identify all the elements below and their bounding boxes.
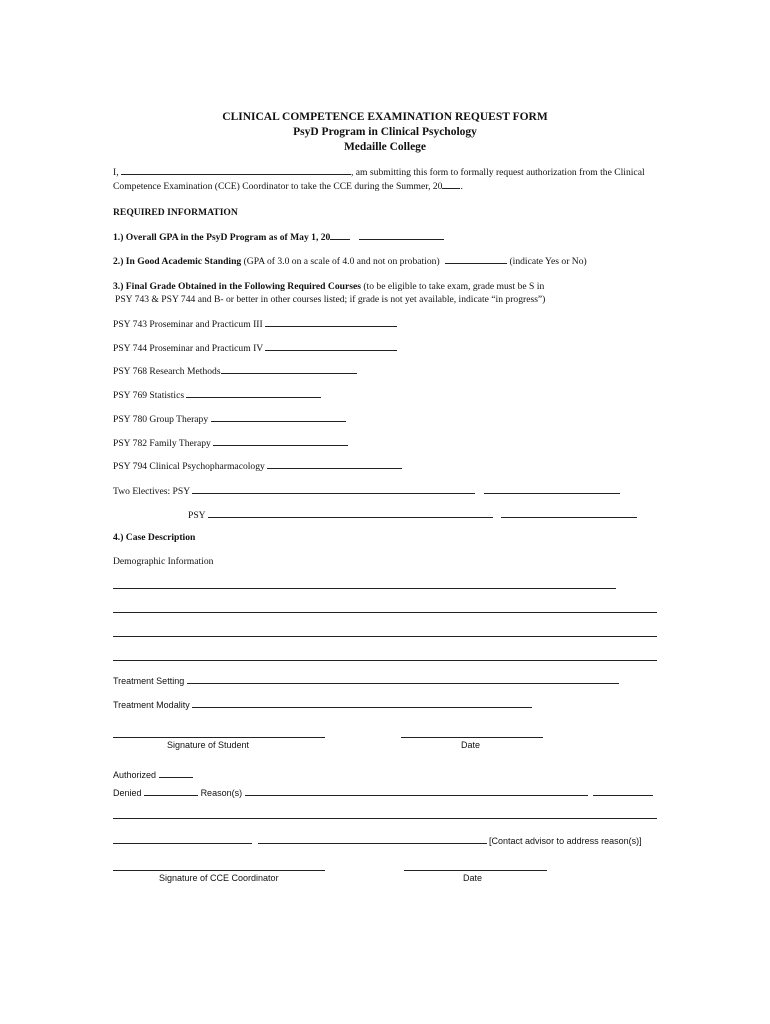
- demographic-line[interactable]: [113, 660, 657, 661]
- grades-row-2: PSY 743 & PSY 744 and B- or better in other courses listed; if grade is not yet available, indicate “in progress”): [115, 294, 546, 305]
- course-row: PSY 794 Clinical Psychopharmacology: [113, 459, 402, 473]
- intro-line-1: I, , am submitting this form to formally request authorization from the Clinical: [113, 167, 645, 178]
- reasons-blank[interactable]: [245, 786, 588, 796]
- college-name: Medaille College: [343, 141, 427, 153]
- program-name: PsyD Program in Clinical Psychology: [293, 126, 477, 138]
- course-row: PSY 744 Proseminar and Practicum IV: [113, 341, 397, 355]
- course-row: PSY 780 Group Therapy: [113, 412, 346, 426]
- treatment-modality-blank[interactable]: [192, 698, 532, 708]
- demographic-line[interactable]: [113, 636, 657, 637]
- course-row: PSY 782 Family Therapy: [113, 436, 348, 450]
- intro-line-2: Competence Examination (CCE) Coordinator to take the CCE during the Summer, 20 .: [113, 181, 463, 192]
- student-name-blank[interactable]: [121, 165, 351, 175]
- year-blank[interactable]: [442, 179, 460, 189]
- denied-blank[interactable]: [144, 786, 198, 796]
- standing-row: 2.) In Good Academic Standing (GPA of 3.0 on a scale of 4.0 and not on probation) (indicate Yes or No): [113, 256, 587, 267]
- elective-course-blank[interactable]: [208, 508, 493, 518]
- student-date-label: Date: [461, 740, 481, 750]
- form-title: CLINICAL COMPETENCE EXAMINATION REQUEST FORM: [222, 111, 548, 123]
- demographic-label: Demographic Information: [113, 556, 214, 567]
- demographic-line[interactable]: [113, 612, 657, 613]
- treatment-modality-row: Treatment Modality: [113, 698, 532, 712]
- reasons-blank-3[interactable]: [113, 834, 252, 844]
- grade-blank[interactable]: [211, 412, 346, 422]
- treatment-setting-blank[interactable]: [187, 674, 619, 684]
- student-signature-line[interactable]: [113, 737, 325, 738]
- grade-blank[interactable]: [221, 364, 357, 374]
- denied-row: Denied Reason(s): [113, 786, 653, 800]
- reasons-blank-2[interactable]: [593, 786, 653, 796]
- electives-row-2: PSY: [188, 508, 637, 522]
- gpa-row: 1.) Overall GPA in the PsyD Program as of May 1, 20: [113, 230, 444, 244]
- grades-row-1: 3.) Final Grade Obtained in the Following Required Courses (to be eligible to take exam, grade must be S in: [113, 281, 545, 292]
- student-date-line[interactable]: [401, 737, 543, 738]
- grade-blank[interactable]: [265, 317, 397, 327]
- grade-blank[interactable]: [265, 341, 397, 351]
- required-heading: REQUIRED INFORMATION: [113, 207, 238, 218]
- grade-blank[interactable]: [186, 388, 321, 398]
- treatment-setting-row: Treatment Setting: [113, 674, 619, 688]
- contact-row: [Contact advisor to address reason(s)]: [113, 834, 642, 848]
- electives-row-1: Two Electives: PSY: [113, 484, 620, 498]
- elective-grade-blank[interactable]: [501, 508, 637, 518]
- gpa-blank[interactable]: [359, 230, 444, 240]
- student-signature-label: Signature of Student: [167, 740, 250, 750]
- coordinator-signature-line[interactable]: [113, 870, 325, 871]
- demographic-line[interactable]: [113, 588, 616, 589]
- coordinator-date-label: Date: [463, 873, 483, 883]
- reasons-line[interactable]: [113, 818, 657, 819]
- course-row: PSY 769 Statistics: [113, 388, 321, 402]
- coordinator-date-line[interactable]: [404, 870, 547, 871]
- standing-blank[interactable]: [445, 254, 507, 264]
- authorized-row: Authorized: [113, 768, 193, 782]
- elective-grade-blank[interactable]: [484, 484, 620, 494]
- course-row: PSY 768 Research Methods: [113, 364, 357, 378]
- case-heading: 4.) Case Description: [113, 532, 196, 543]
- grade-blank[interactable]: [213, 436, 348, 446]
- authorized-blank[interactable]: [159, 768, 193, 778]
- coordinator-signature-label: Signature of CCE Coordinator: [159, 873, 279, 883]
- elective-course-blank[interactable]: [192, 484, 475, 494]
- gpa-year-blank[interactable]: [330, 230, 350, 240]
- reasons-blank-4[interactable]: [258, 834, 487, 844]
- course-row: PSY 743 Proseminar and Practicum III: [113, 317, 397, 331]
- grade-blank[interactable]: [267, 459, 402, 469]
